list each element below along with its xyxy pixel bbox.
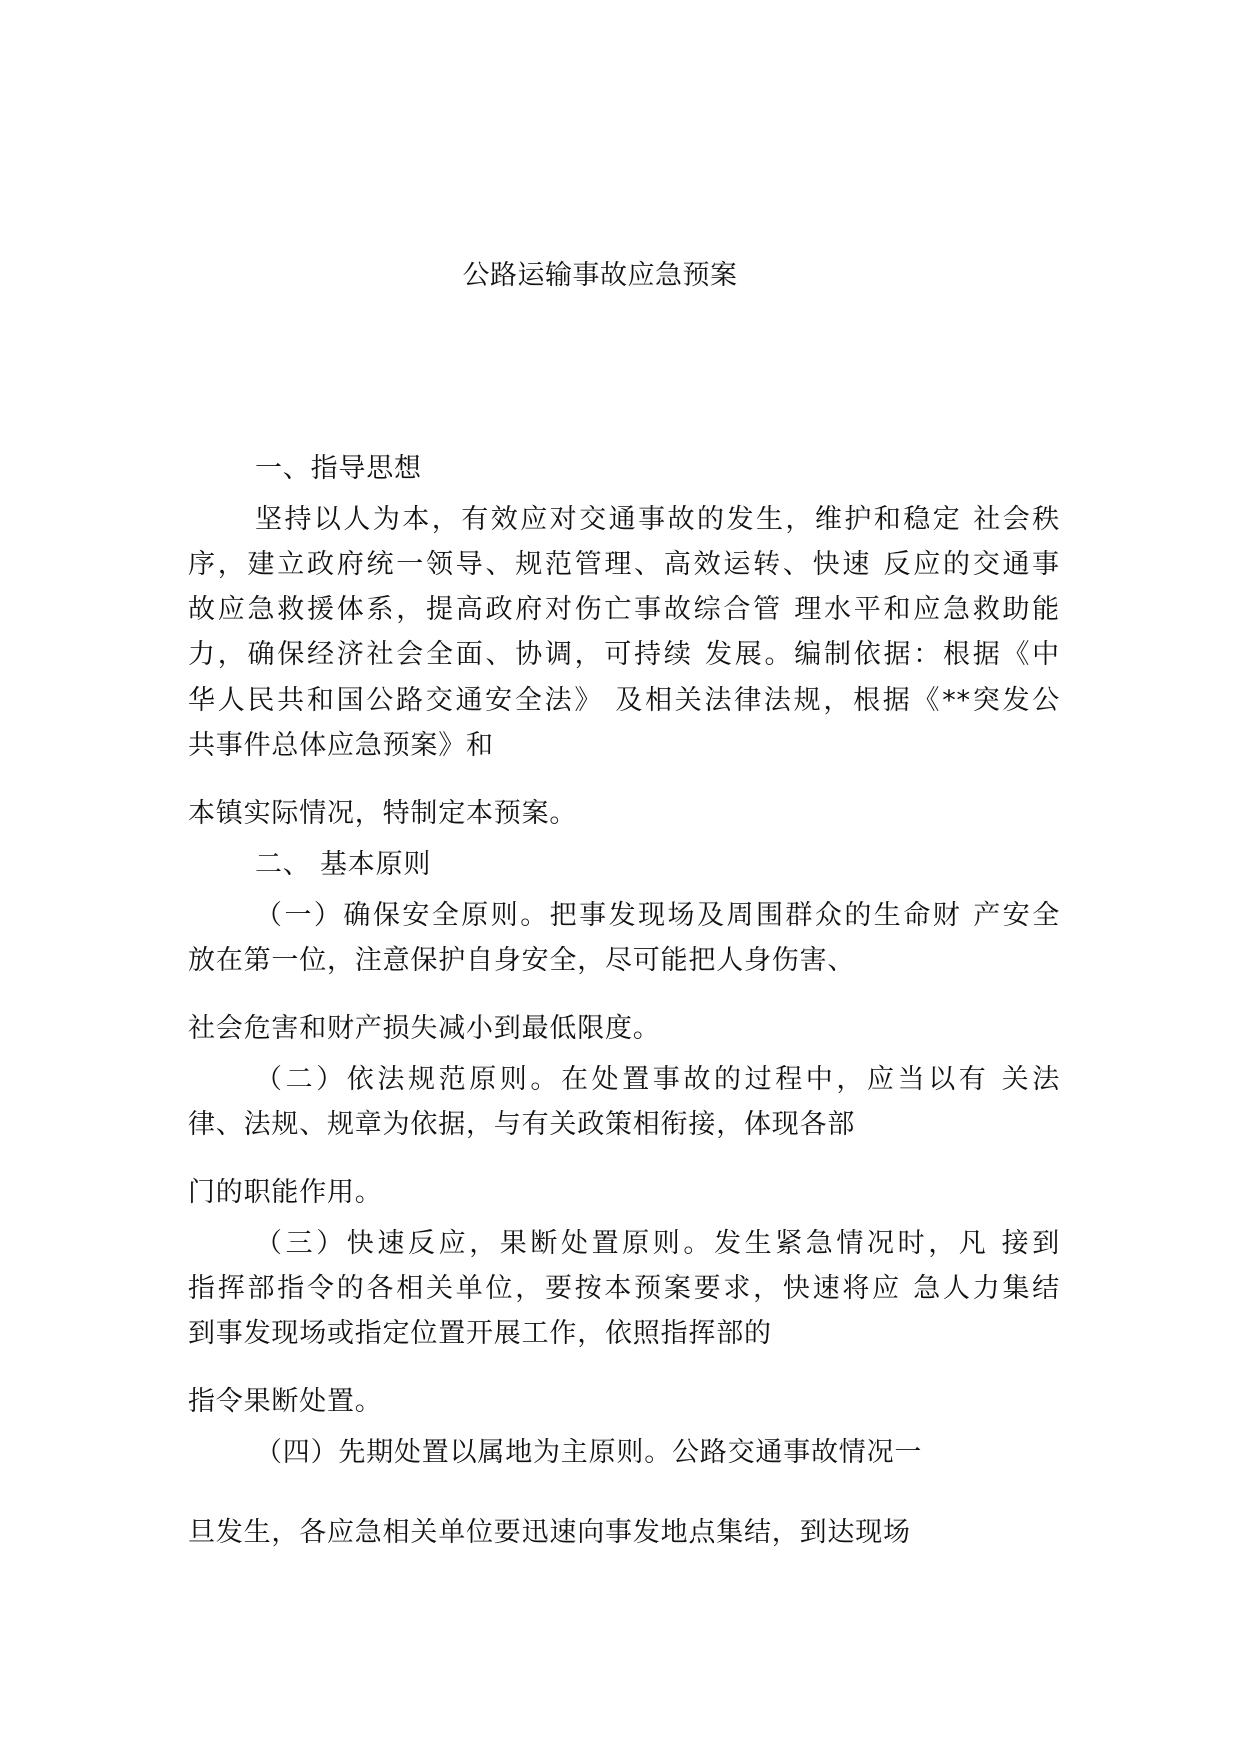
- body-line: 序，建立政府统一领导、规范管理、高效运转、快速 反应的交通事: [188, 549, 1060, 580]
- body-line: 社会危害和财产损失减小到最低限度。: [188, 1013, 661, 1044]
- body-line: 到事发现场或指定位置开展工作，依照指挥部的: [188, 1318, 772, 1349]
- body-line: （二）依法规范原则。在处置事故的过程中，应当以有 关法: [255, 1064, 1060, 1095]
- body-line: （四）先期处置以属地为主原则。公路交通事故情况一: [255, 1437, 923, 1468]
- body-line: 故应急救援体系，提高政府对伤亡事故综合管 理水平和应急救助能: [188, 594, 1060, 625]
- body-line: 律、法规、规章为依据，与有关政策相衔接，体现各部: [188, 1109, 856, 1140]
- body-line: 放在第一位，注意保护自身安全，尽可能把人身伤害、: [188, 945, 856, 976]
- body-line: 华人民共和国公路交通安全法》 及相关法律法规，根据《**突发公: [188, 685, 1060, 716]
- body-line: 坚持以人为本，有效应对交通事故的发生，维护和稳定 社会秩: [255, 504, 1060, 535]
- document-title: 公路运输事故应急预案: [462, 260, 738, 291]
- body-line: （三）快速反应，果断处置原则。发生紧急情况时，凡 接到: [255, 1228, 1060, 1259]
- body-line: 指令果断处置。: [188, 1386, 383, 1417]
- body-line: 力，确保经济社会全面、协调，可持续 发展。编制依据：根据《中: [188, 639, 1060, 670]
- section-heading-guiding-ideology: 一、指导思想: [255, 453, 422, 484]
- body-line: 指挥部指令的各相关单位，要按本预案要求，快速将应 急人力集结: [188, 1273, 1060, 1304]
- section-heading-basic-principles: 二、 基本原则: [255, 849, 432, 880]
- body-line: 共事件总体应急预案》和: [188, 730, 494, 761]
- body-line: （一）确保安全原则。把事发现场及周围群众的生命财 产安全: [255, 900, 1060, 931]
- body-line: 门的职能作用。: [188, 1177, 383, 1208]
- body-line: 旦发生，各应急相关单位要迅速向事发地点集结，到达现场: [188, 1517, 911, 1548]
- body-line: 本镇实际情况，特制定本预案。: [188, 798, 578, 829]
